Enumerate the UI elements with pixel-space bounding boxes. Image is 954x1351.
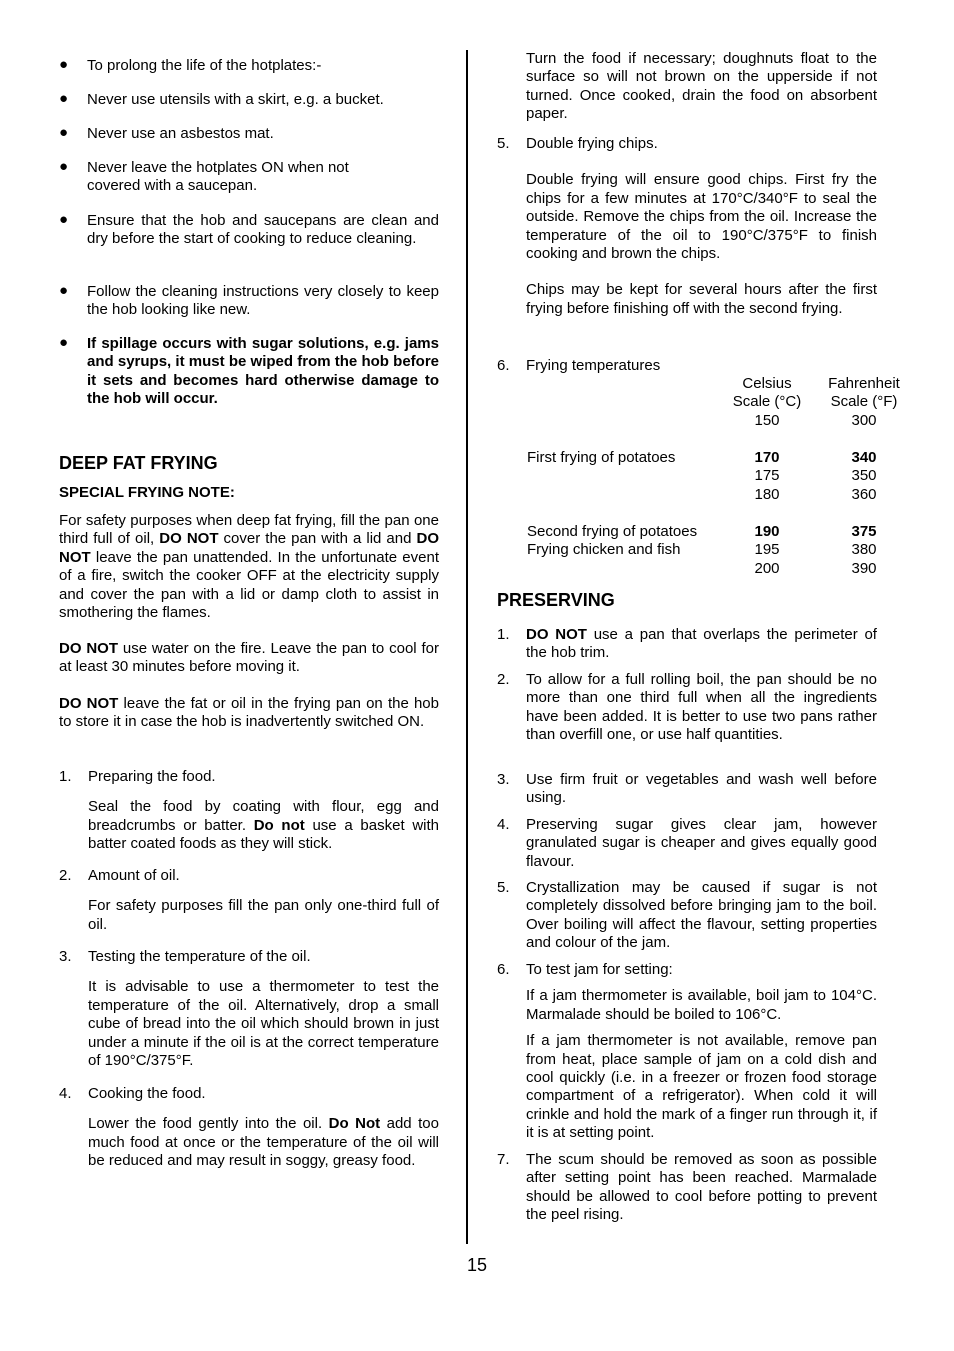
special-frying-note-heading: SPECIAL FRYING NOTE:	[59, 484, 235, 501]
table-cell-fahrenheit: 380	[851, 541, 877, 558]
list-item: 2. To allow for a full rolling boil, the pan should be no more than one third full when all the ingredients have been added. It is better to use two pans rather than overfill one, or use half quantities.	[497, 671, 877, 744]
bullet-text: Never leave the hotplates ON when not covered with a saucepan.	[87, 159, 349, 195]
list-item: 3. Use firm fruit or vegetables and wash well before using.	[497, 771, 877, 807]
fat-storage-paragraph: DO NOT leave the fat or oil in the frying pan on the hob to store it in case the hob is inadvertently switched ON.	[59, 695, 439, 731]
table-row-label: Second frying of potatoes	[527, 523, 698, 540]
table-cell-celsius: 170	[754, 449, 780, 466]
table-cell-celsius: 175	[754, 467, 780, 484]
table-cell-fahrenheit: 390	[851, 560, 877, 577]
list-item: 5. Double frying chips. Double frying will ensure good chips. First fry the chips for a few minutes at 170°C/340°F to seal the outside. Remove the chips from the oil. Increase the temperature of the oil to 190°C/375°F to finish cooking and brown the chips. Chips may be kept for several hours after the first frying before finishing off with the second frying.	[497, 135, 877, 317]
table-cell-celsius: 150	[754, 412, 780, 429]
table-header-celsius: Celsius Scale (°C)	[732, 375, 802, 411]
bullet-dot-icon: ●	[59, 158, 69, 175]
bullet-dot-icon: ●	[59, 124, 69, 141]
table-header-fahrenheit: Fahrenheit Scale (°F)	[828, 375, 900, 411]
table-row-label: Frying chicken and fish	[527, 541, 681, 558]
list-item-body: Chips may be kept for several hours after the first frying before finishing off with the second frying.	[526, 281, 877, 317]
page-number: 15	[466, 1255, 488, 1275]
frying-safety-paragraph: For safety purposes when deep fat frying, fill the pan one third full of oil, DO NOT cover the pan with a lid and DO NOT leave the pan unattended. In the unfortunate event of a fire, switch the cooker OFF at the electricity supply and cover the pan with a lid or damp cloth to assist in smothering the flames.	[59, 512, 440, 622]
bullet-text: Never use utensils with a skirt, e.g. a bucket.	[87, 91, 384, 108]
table-cell-fahrenheit: 300	[851, 412, 877, 429]
bullet-dot-icon: ●	[59, 282, 69, 299]
list-item-body: Seal the food by coating with flour, egg and breadcrumbs or batter. Do not use a basket with batter coated foods as they will stick.	[88, 798, 439, 853]
list-item: 4. Cooking the food. Lower the food gently into the oil. Do Not add too much food at once or the temperature of the oil will be reduced and may result in soggy, greasy food.	[59, 1085, 439, 1170]
list-item: 1. DO NOT use a pan that overlaps the perimeter of the hob trim.	[497, 626, 877, 662]
column-divider	[466, 50, 468, 1244]
bullet-dot-icon: ●	[59, 90, 69, 107]
list-item: 3. Testing the temperature of the oil. It is advisable to use a thermometer to test the temperature of the oil. Alternatively, drop a small cube of bread into the oil which should brown in just under a minute if the oil is at the correct temperature of 190°C/375°F.	[59, 948, 439, 1070]
list-item-body: Double frying will ensure good chips. First fry the chips for a few minutes at 170°C/340°F to seal the outside. Remove the chips from the oil. Increase the temperature of the oil to 190°C/375°F to finish cooking and brown the chips.	[526, 171, 877, 263]
bullet-text-warning: If spillage occurs with sugar solutions, e.g. jams and syrups, it must be wiped from the hob before it sets and becomes hard otherwise damage to the hob will occur.	[87, 335, 439, 408]
list-item: 6. To test jam for setting: If a jam thermometer is available, boil jam to 104°C. Marmalade should be boiled to 106°C. If a jam thermometer is not available, remove pan from heat, place sample of jam on a cold dish and cool quickly (i.e. in a freezer or frozen food storage compartment of a refrigerator). When cold it will crinkle and hold the mark of a finger run through it, if it is at setting point.	[497, 961, 877, 1142]
bullet-item	[59, 212, 439, 249]
list-item-body: It is advisable to use a thermometer to test the temperature of the oil. Alternatively, drop a small cube of bread into the oil which should brown in just under a minute if the oil is at the correct temperature of 190°C/375°F.	[88, 978, 439, 1070]
table-cell-celsius: 195	[754, 541, 780, 558]
table-cell-fahrenheit: 350	[851, 467, 877, 484]
list-item: 7. The scum should be removed as soon as possible after setting point has been reached. Marmalade should be allowed to cool before potting to prevent the peel rising.	[497, 1151, 877, 1224]
table-cell-fahrenheit: 375	[851, 523, 877, 540]
bullet-dot-icon: ●	[59, 211, 69, 228]
fire-water-paragraph: DO NOT use water on the fire. Leave the pan to cool for at least 30 minutes before moving it.	[59, 640, 439, 676]
list-item: 5. Crystallization may be caused if sugar is not completely dissolved before bringing jam to the boil. Over boiling will affect the flavour, setting properties and colour of the jam.	[497, 879, 877, 952]
cooking-continued-paragraph: Turn the food if necessary; doughnuts float to the surface so will not brown on the upperside if not turned. Once cooked, drain the food on absorbent paper.	[526, 50, 877, 123]
bullet-dot-icon: ●	[59, 334, 69, 351]
list-item: 4. Preserving sugar gives clear jam, however granulated sugar is cheaper and gives equally good flavour.	[497, 816, 877, 870]
bullet-item	[59, 125, 439, 143]
table-cell-fahrenheit: 360	[851, 486, 877, 503]
bullet-dot-icon: ●	[59, 56, 69, 73]
list-item-body: If a jam thermometer is not available, remove pan from heat, place sample of jam on a cold dish and cool quickly (i.e. in a freezer or frozen food storage compartment of a refrigerator). When cold it will crinkle and hold the mark of a finger run through it, if it is at setting point.	[526, 1032, 877, 1142]
table-cell-fahrenheit: 340	[851, 449, 877, 466]
bullet-text: To prolong the life of the hotplates:-	[87, 57, 322, 74]
bullet-item	[59, 283, 439, 320]
section-heading-preserving: PRESERVING	[497, 590, 615, 610]
table-cell-celsius: 180	[754, 486, 780, 503]
list-item: 2. Amount of oil. For safety purposes fill the pan only one-third full of oil.	[59, 867, 439, 933]
bullet-item	[59, 159, 439, 196]
table-cell-celsius: 190	[754, 523, 780, 540]
bullet-text: Never use an asbestos mat.	[87, 125, 274, 142]
bullet-item	[59, 57, 439, 75]
list-item-body: For safety purposes fill the pan only one-third full of oil.	[88, 897, 439, 933]
list-item: 1. Preparing the food. Seal the food by coating with flour, egg and breadcrumbs or batter. Do not use a basket with batter coated foods as they will stick.	[59, 768, 439, 853]
table-row-label: First frying of potatoes	[527, 449, 676, 466]
section-heading-deep-fat-frying: DEEP FAT FRYING	[59, 453, 218, 473]
list-item-body: If a jam thermometer is available, boil jam to 104°C. Marmalade should be boiled to 106°C.	[526, 987, 877, 1023]
bullet-item	[59, 91, 439, 109]
list-item-body: Lower the food gently into the oil. Do Not add too much food at once or the temperature of the oil will be reduced and may result in soggy, greasy food.	[88, 1115, 439, 1170]
bullet-item	[59, 335, 439, 409]
list-item: 6. Frying temperatures	[497, 357, 661, 374]
bullet-text: Ensure that the hob and saucepans are clean and dry before the start of cooking to reduce cleaning.	[87, 212, 439, 248]
bullet-text: Follow the cleaning instructions very closely to keep the hob looking like new.	[87, 283, 439, 319]
table-cell-celsius: 200	[754, 560, 780, 577]
